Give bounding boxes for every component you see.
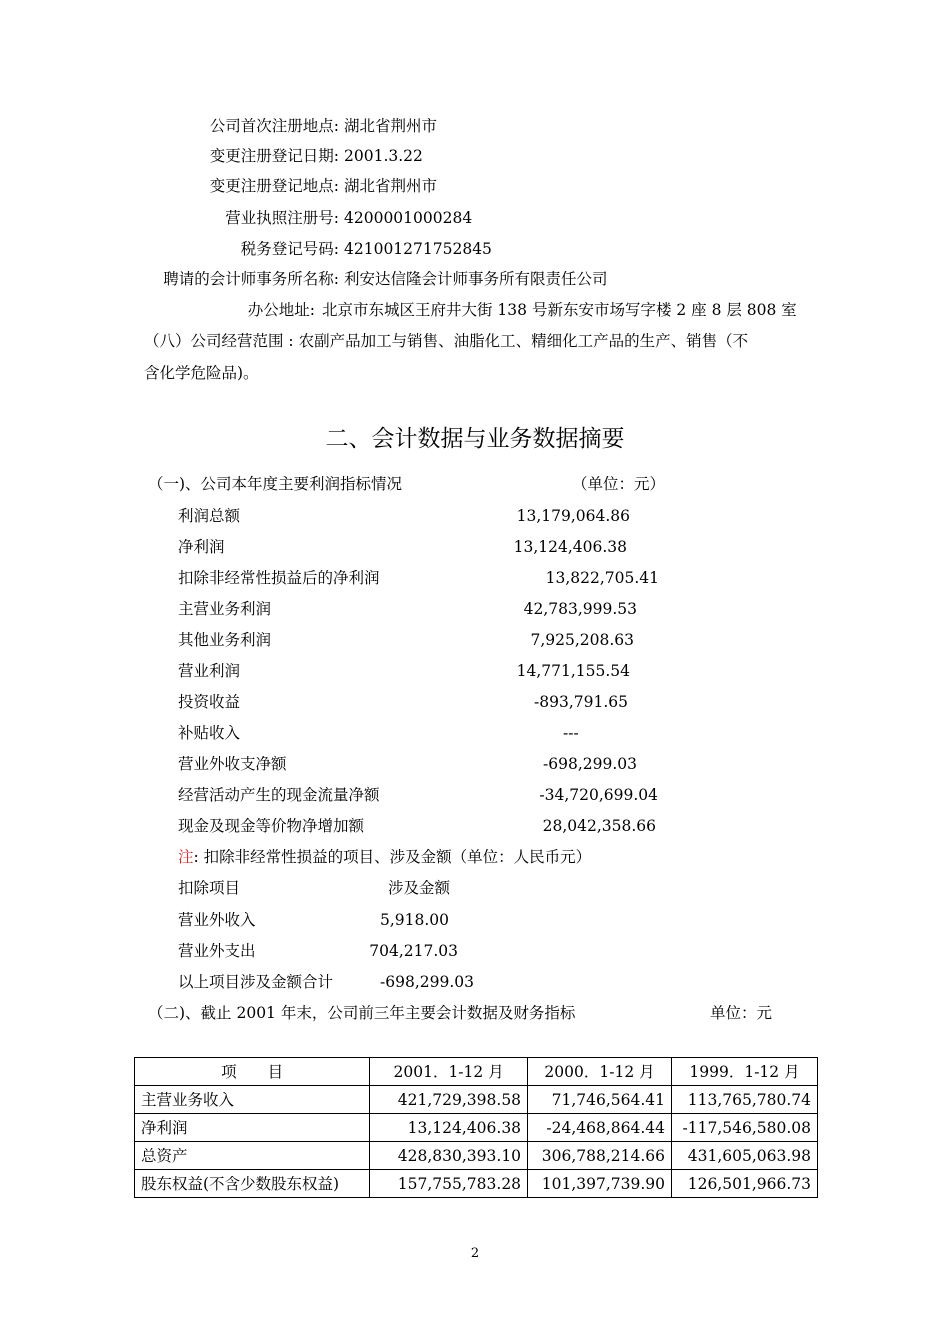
accountant-firm-label: 聘请的会计师事务所名称: xyxy=(163,270,339,288)
profit-item-value: 14,771,155.54 xyxy=(516,662,630,680)
row-label: 股东权益(不含少数股东权益) xyxy=(135,1170,370,1198)
profit-unit: （单位：元） xyxy=(572,475,666,493)
profit-item-value: -893,791.65 xyxy=(534,693,628,711)
value-2000: -24,468,864.44 xyxy=(528,1114,672,1142)
license-number-label: 营业执照注册号: xyxy=(225,209,339,227)
first-reg-place-label: 公司首次注册地点: xyxy=(209,117,339,135)
profit-item-label: 营业利润 xyxy=(178,662,241,680)
value-1999: 126,501,966.73 xyxy=(672,1170,818,1198)
profit-item-value: 28,042,358.66 xyxy=(542,817,656,835)
business-scope-line2: 含化学危险品)。 xyxy=(144,364,259,382)
note-row-value: 704,217.03 xyxy=(369,942,458,960)
profit-item-label: 扣除非经常性损益后的净利润 xyxy=(178,569,380,587)
note-text: : 扣除非经常性损益的项目、涉及金额（单位：人民币元） xyxy=(193,848,592,866)
profit-item-value: 7,925,208.63 xyxy=(530,631,634,649)
table-row xyxy=(135,1114,818,1142)
table-header-row xyxy=(135,1058,818,1086)
profit-item-label: 利润总额 xyxy=(178,507,241,525)
note-row-value: 5,918.00 xyxy=(379,911,449,929)
profit-item-label: 营业外收支净额 xyxy=(178,755,287,773)
note-row-value: -698,299.03 xyxy=(380,973,474,991)
profit-heading: （一)、公司本年度主要利润指标情况 xyxy=(148,475,403,493)
license-number-value: 4200001000284 xyxy=(344,209,473,227)
value-2001: 428,830,393.10 xyxy=(370,1142,528,1170)
value-1999: -117,546,580.08 xyxy=(672,1114,818,1142)
note-col-amount: 涉及金额 xyxy=(388,879,451,897)
tax-number-value: 421001271752845 xyxy=(344,240,492,258)
profit-item-label: 投资收益 xyxy=(178,693,241,711)
table-header-cell: 2001．1-12 月 xyxy=(370,1058,528,1086)
value-2001: 13,124,406.38 xyxy=(370,1114,528,1142)
value-2000: 306,788,214.66 xyxy=(528,1142,672,1170)
profit-item-label: 主营业务利润 xyxy=(178,600,272,618)
first-reg-place-value: 湖北省荆州市 xyxy=(344,117,438,135)
change-reg-date-label: 变更注册登记日期: xyxy=(209,147,339,165)
table-header-cell: 项 目 xyxy=(135,1058,370,1086)
three-year-heading: （二)、截止 2001 年末，公司前三年主要会计数据及财务指标 xyxy=(148,1004,576,1022)
business-scope-line1: （八）公司经营范围 : 农副产品加工与销售、油脂化工、精细化工产品的生产、销售（不 xyxy=(144,332,749,350)
value-1999: 431,605,063.98 xyxy=(672,1142,818,1170)
table-header-cell: 1999．1-12 月 xyxy=(672,1058,818,1086)
note-col-item: 扣除项目 xyxy=(178,879,241,897)
profit-item-value: -698,299.03 xyxy=(543,755,637,773)
tax-number-label: 税务登记号码: xyxy=(240,240,339,258)
profit-item-label: 净利润 xyxy=(178,538,225,556)
change-reg-place-value: 湖北省荆州市 xyxy=(344,177,438,195)
three-year-unit: 单位：元 xyxy=(710,1004,773,1022)
profit-item-value: 13,124,406.38 xyxy=(513,538,627,556)
note-prefix: 注 xyxy=(178,848,194,866)
profit-item-value: 42,783,999.53 xyxy=(523,600,637,618)
note-row-label: 营业外收入 xyxy=(178,911,256,929)
office-address-value: 北京市东城区王府井大街 138 号新东安市场写字楼 2 座 8 层 808 室 xyxy=(322,301,797,319)
change-reg-date-value: 2001.3.22 xyxy=(344,147,423,165)
accountant-firm-value: 利安达信隆会计师事务所有限责任公司 xyxy=(344,270,608,288)
row-label: 净利润 xyxy=(135,1114,370,1142)
value-2001: 157,755,783.28 xyxy=(370,1170,528,1198)
table-row xyxy=(135,1142,818,1170)
row-label: 主营业务收入 xyxy=(135,1086,370,1114)
profit-item-label: 现金及现金等价物净增加额 xyxy=(178,817,365,835)
profit-item-value: --- xyxy=(563,724,579,742)
value-2000: 71,746,564.41 xyxy=(528,1086,672,1114)
profit-item-label: 经营活动产生的现金流量净额 xyxy=(178,786,380,804)
note-row-label: 营业外支出 xyxy=(178,942,256,960)
table-row xyxy=(135,1086,818,1114)
value-2000: 101,397,739.90 xyxy=(528,1170,672,1198)
table-header-cell: 2000．1-12 月 xyxy=(528,1058,672,1086)
profit-item-label: 补贴收入 xyxy=(178,724,241,742)
profit-item-label: 其他业务利润 xyxy=(178,631,272,649)
value-2001: 421,729,398.58 xyxy=(370,1086,528,1114)
profit-item-value: 13,822,705.41 xyxy=(545,569,659,587)
change-reg-place-label: 变更注册登记地点: xyxy=(209,177,339,195)
value-1999: 113,765,780.74 xyxy=(672,1086,818,1114)
note-line xyxy=(178,847,591,867)
page-number: 2 xyxy=(470,1246,480,1261)
section-title: 二、会计数据与业务数据摘要 xyxy=(325,426,625,452)
row-label: 总资产 xyxy=(135,1142,370,1170)
note-row-label: 以上项目涉及金额合计 xyxy=(178,973,334,991)
table-row xyxy=(135,1170,818,1198)
profit-item-value: -34,720,699.04 xyxy=(539,786,658,804)
office-address-label: 办公地址: xyxy=(247,301,315,319)
financial-table xyxy=(134,1057,818,1198)
profit-item-value: 13,179,064.86 xyxy=(516,507,630,525)
